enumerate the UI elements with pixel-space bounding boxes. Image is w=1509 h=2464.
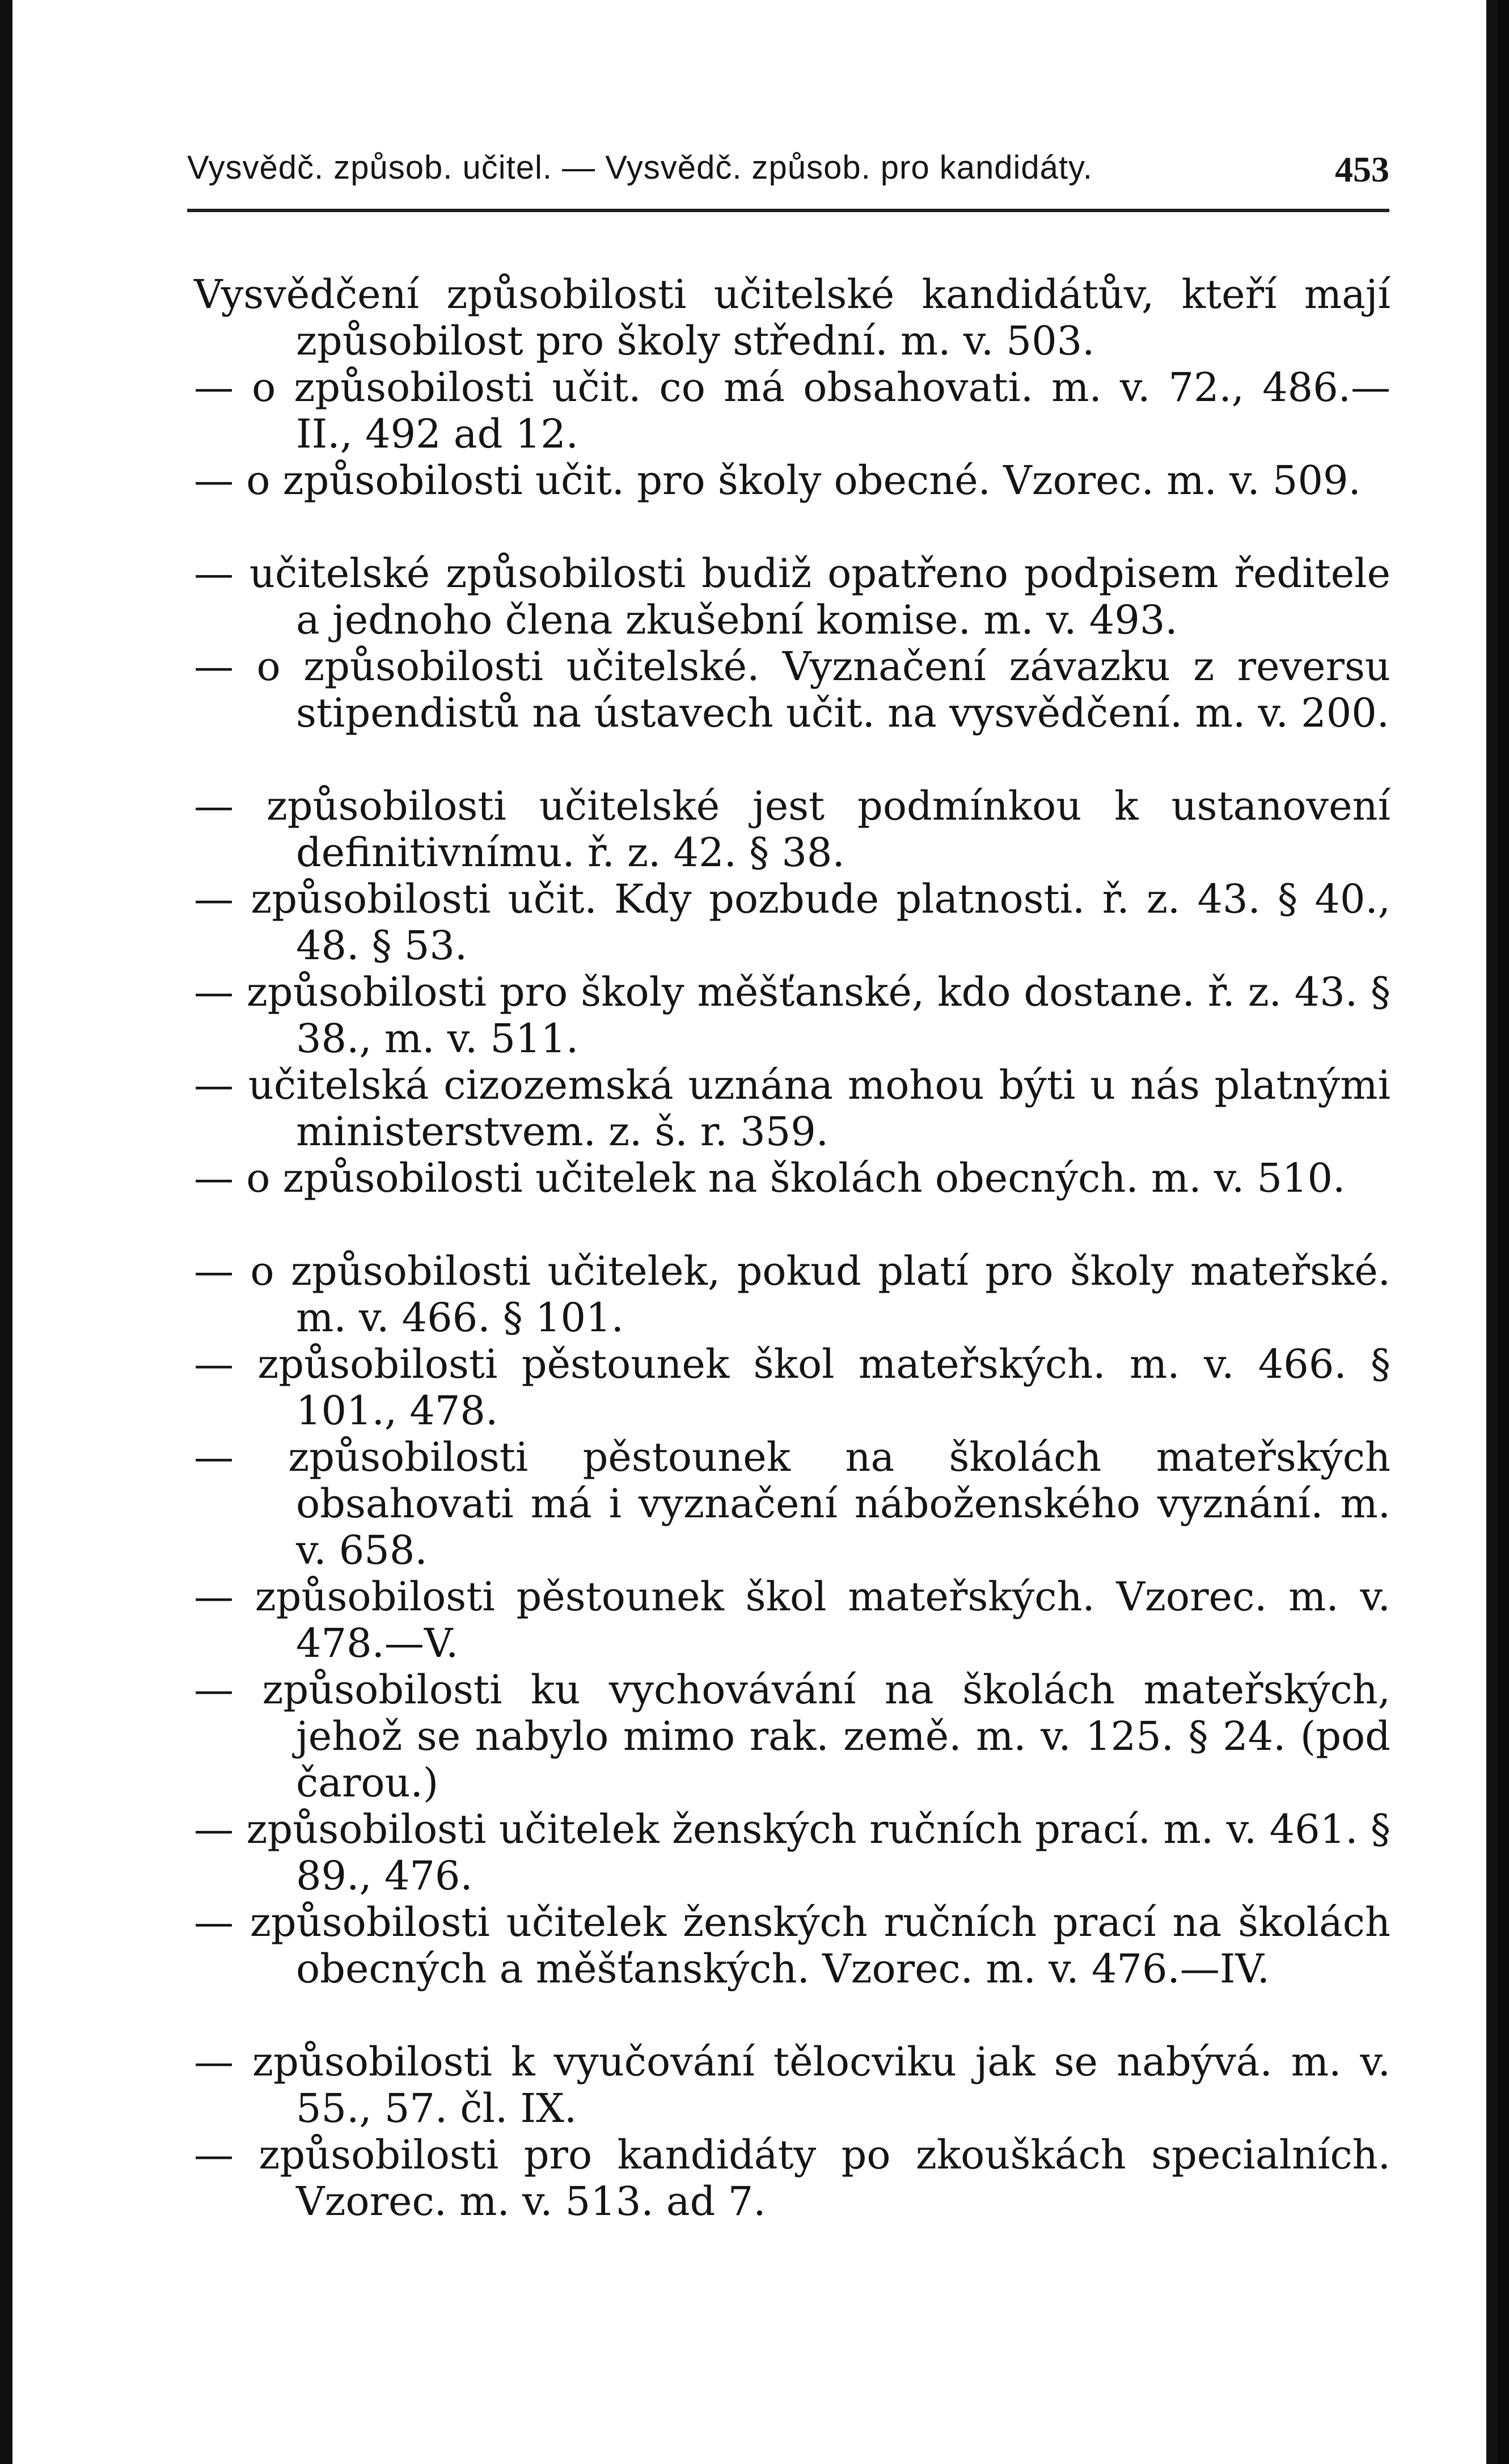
entry-5: — o způsobilosti učitelské. Vyznačení závazku z reversu stipendistů na ústavech učit. na vysvědčení. m. v. 200. <box>194 643 1390 736</box>
entry-6: — způsobilosti učitelské jest podmínkou k ustanovení definitivnímu. ř. z. 42. § 38. <box>194 783 1390 876</box>
entry-7: — způsobilosti učit. Kdy pozbude platnosti. ř. z. 43. § 40., 48. § 53. <box>194 876 1390 969</box>
page-number: 453 <box>1335 149 1389 189</box>
scan-left-border <box>0 0 12 2464</box>
entry-10: — o způsobilosti učitelek na školách obecných. m. v. 510. <box>194 1155 1346 1201</box>
entry-9: — učitelská cizozemská uznána mohou býti u nás platnými ministerstvem. z. š. r. 359. <box>194 1062 1390 1155</box>
entry-19: — způsobilosti pro kandidáty po zkouškách specialních. Vzorec. m. v. 513. ad 7. <box>194 2132 1390 2225</box>
entry-15: — způsobilosti ku vychovávání na školách mateřských, jehož se nabylo mimo rak. země. m. v. 125. § 24. (pod čarou.) <box>194 1666 1390 1806</box>
entry-4: — učitelské způsobilosti budiž opatřeno podpisem ředitele a jednoho člena zkušební komise. m. v. 493. <box>194 550 1390 643</box>
entry-11: — o způsobilosti učitelek, pokud platí pro školy mateřské. m. v. 466. § 101. <box>194 1248 1390 1341</box>
entry-3: — o způsobilosti učit. pro školy obecné. Vzorec. m. v. 509. <box>194 457 1361 504</box>
book-page <box>12 0 1498 2464</box>
entry-12: — způsobilosti pěstounek škol mateřských. m. v. 466. § 101., 478. <box>194 1341 1390 1434</box>
entry-18: — způsobilosti k vyučování tělocviku jak se nabývá. m. v. 55., 57. čl. IX. <box>194 2039 1390 2132</box>
entry-2: — o způsobilosti učit. co má obsahovati. m. v. 72., 486.—II., 492 ad 12. <box>194 364 1390 457</box>
entry-14: — způsobilosti pěstounek škol mateřských. Vzorec. m. v. 478.—V. <box>194 1573 1390 1666</box>
scan-right-border <box>1486 0 1498 2464</box>
entry-1: Vysvědčení způsobilosti učitelské kandidátův, kteří mají způsobilost pro školy střední. m. v. 503. <box>194 271 1390 364</box>
entry-13: — způsobilosti pěstounek na školách mateřských obsahovati má i vyznačení náboženského vyznání. m. v. 658. <box>194 1434 1390 1573</box>
page-header <box>187 142 1389 204</box>
header-rule <box>187 209 1389 212</box>
entry-17: — způsobilosti učitelek ženských ručních prací na školách obecných a měšťanských. Vzorec. m. v. 476.—IV. <box>194 1899 1390 1992</box>
entry-16: — způsobilosti učitelek ženských ručních prací. m. v. 461. § 89., 476. <box>194 1806 1390 1899</box>
index-entries <box>194 271 1390 2225</box>
running-head: Vysvědč. způsob. učitel. — Vysvědč. způsob. pro kandidáty. <box>187 149 1093 186</box>
entry-8: — způsobilosti pro školy měšťanské, kdo dostane. ř. z. 43. § 38., m. v. 511. <box>194 969 1390 1062</box>
